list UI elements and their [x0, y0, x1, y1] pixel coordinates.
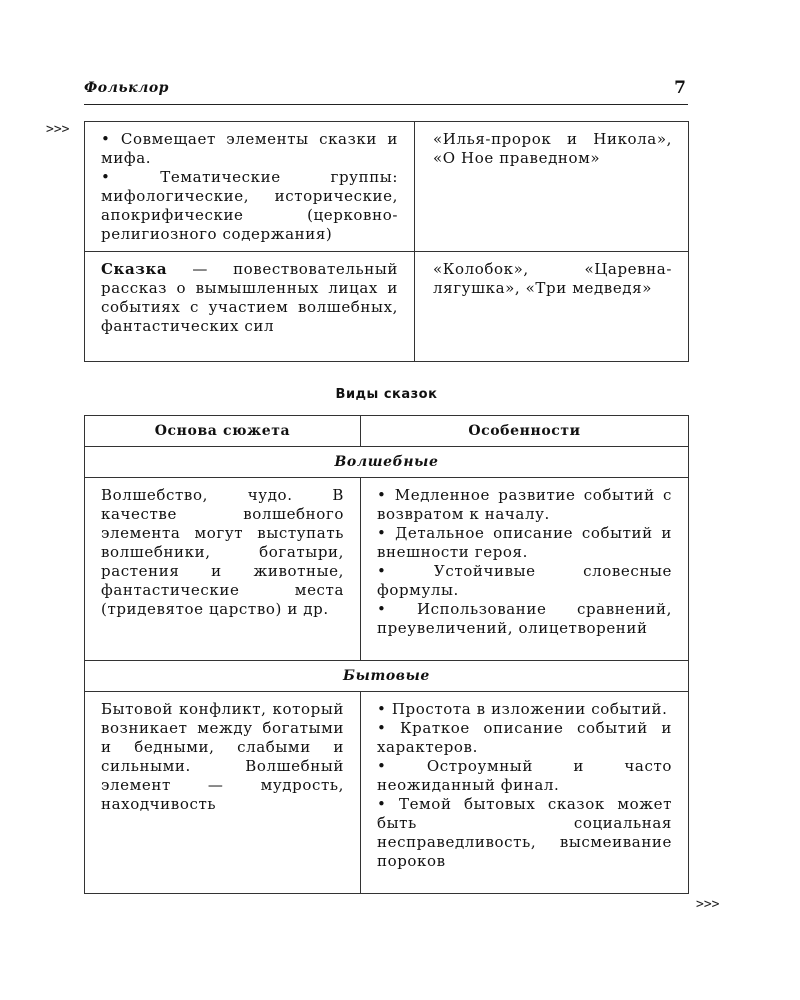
- table-row: [85, 478, 689, 661]
- plot-basis-text: Волшебство, чудо. В качестве волшебного элемента могут выступать волшебники, богатыри, растения и животные, фантастические места (тридевятое царство) и др.: [101, 486, 344, 618]
- features-cell: [361, 692, 689, 894]
- group-title-magic: Волшебные: [85, 447, 689, 478]
- running-header: [84, 76, 688, 105]
- column-header-features: Особенности: [361, 416, 689, 447]
- plot-basis-text: Бытовой конфликт, который возникает между богатыми и бедными, слабыми и сильными. Волшебный элемент — мудрость, находчивость: [101, 700, 344, 813]
- genre-description-cell: [85, 252, 415, 362]
- feature-item: • Медленное развитие событий с возвратом к началу.: [377, 486, 672, 523]
- feature-item: • Использование сравнений, преувеличений, олицетворений: [377, 600, 672, 637]
- genre-definition: — повествовательный рассказ о вымышленных лицах и событиях с участием волшебных, фантастических сил: [101, 260, 398, 335]
- continues-marker: >>>: [696, 897, 720, 912]
- table-row: [85, 122, 689, 252]
- section-title: Фольклор: [84, 80, 169, 96]
- feature-item: • Остроумный и часто неожиданный финал.: [377, 757, 672, 794]
- examples-text: «Илья-пророк и Никола», «О Ное праведном»: [433, 130, 672, 167]
- group-row: [85, 447, 689, 478]
- genre-term: Сказка: [101, 260, 168, 278]
- fairy-tale-types-table: [84, 415, 689, 894]
- plot-basis-cell: [85, 692, 361, 894]
- examples-cell: [415, 252, 689, 362]
- feature-item: • Детальное описание событий и внешности героя.: [377, 524, 672, 561]
- genre-description-cell: [85, 122, 415, 252]
- feature-item: • Тематические группы: мифологические, исторические, апокрифические (церковно-религиозного содержания): [101, 168, 398, 243]
- group-title-everyday: Бытовые: [85, 661, 689, 692]
- header-row: [85, 416, 689, 447]
- table-caption: Виды сказок: [335, 387, 438, 402]
- examples-text: «Колобок», «Царевна-лягушка», «Три медведя»: [433, 260, 672, 297]
- feature-item: • Темой бытовых сказок может быть социальная несправедливость, высмеивание пороков: [377, 795, 672, 870]
- feature-item: • Простота в изложении событий.: [377, 700, 668, 718]
- table-row: [85, 252, 689, 362]
- genre-table-continuation: [84, 121, 689, 362]
- table-row: [85, 692, 689, 894]
- group-row: [85, 661, 689, 692]
- feature-item: • Краткое описание событий и характеров.: [377, 719, 672, 756]
- features-cell: [361, 478, 689, 661]
- feature-item: • Устойчивые словесные формулы.: [377, 562, 672, 599]
- plot-basis-cell: [85, 478, 361, 661]
- page-number: 7: [674, 78, 686, 98]
- column-header-basis: Основа сюжета: [85, 416, 361, 447]
- feature-item: • Совмещает элементы сказки и мифа.: [101, 130, 398, 167]
- continued-from-marker: >>>: [46, 122, 70, 137]
- examples-cell: [415, 122, 689, 252]
